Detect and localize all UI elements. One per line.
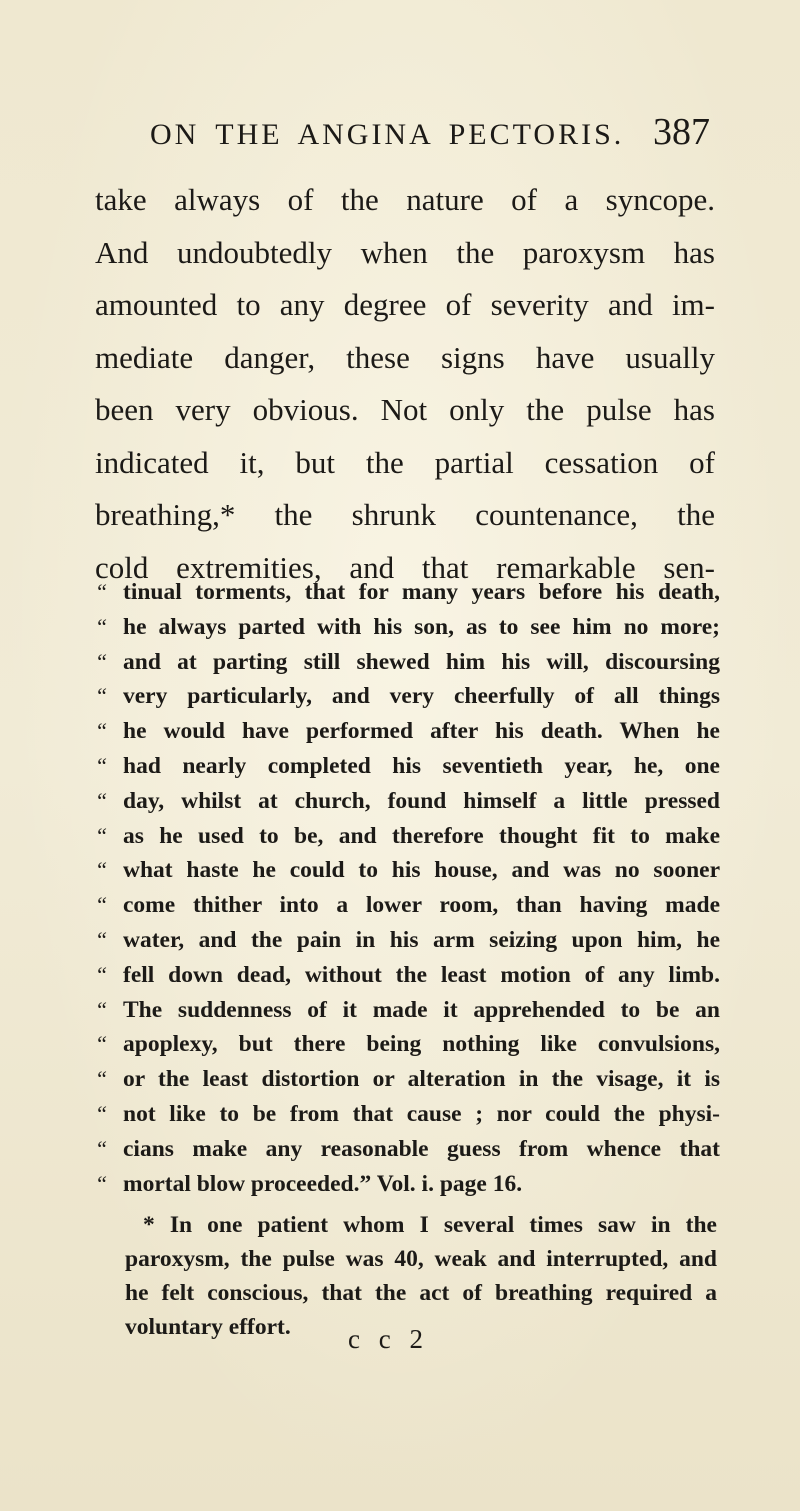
quote-mark: “ [95, 1066, 108, 1092]
quote-line [95, 853, 720, 888]
quote-line [95, 1097, 720, 1132]
quote-mark: “ [95, 648, 108, 674]
quote-mark: “ [95, 961, 108, 987]
quote-line [95, 575, 720, 610]
quote-text: come thither into a lower room, than having made [123, 892, 720, 919]
quote-line [95, 645, 720, 680]
quotation-block [95, 575, 720, 1201]
footnote-line: voluntary effort. [125, 1314, 291, 1340]
quote-text: what haste he could to his house, and was no sooner [123, 857, 720, 884]
quote-text: apoplexy, but there being nothing like convulsions, [123, 1031, 720, 1058]
quote-mark: “ [95, 752, 108, 778]
quote-text: very particularly, and very cheerfully of all things [123, 683, 720, 710]
quote-line [95, 784, 720, 819]
page-number: 387 [653, 111, 710, 153]
quote-text: cians make any reasonable guess from whence that [123, 1135, 720, 1162]
footnote-line: paroxysm, the pulse was 40, weak and interrupted, and [125, 1246, 717, 1272]
quote-mark: “ [95, 996, 108, 1022]
quote-line [95, 958, 720, 993]
quote-mark: “ [95, 787, 108, 813]
quote-text: fell down dead, without the least motion of any limb. [123, 961, 720, 988]
footnote-line: * In one patient whom I several times saw in the [143, 1212, 717, 1238]
text-line: mediate danger, these signs have usually [95, 339, 715, 375]
text-line: take always of the nature of a syncope. [95, 182, 715, 217]
body-paragraph [95, 174, 715, 594]
quote-text: mortal blow proceeded.” Vol. i. page 16. [123, 1170, 523, 1197]
text-line: indicated it, but the partial cessation of [95, 444, 715, 480]
quote-text: day, whilst at church, found himself a little pressed [123, 787, 720, 814]
quote-line [95, 993, 720, 1028]
quote-line [95, 1062, 720, 1097]
quote-text: had nearly completed his seventieth year, he, one [123, 752, 720, 779]
quote-text: tinual torments, that for many years before his death, [123, 579, 720, 605]
text-line: been very obvious. Not only the pulse has [95, 392, 715, 427]
quote-text: water, and the pain in his arm seizing upon him, he [123, 926, 720, 953]
page-header [150, 111, 710, 168]
quote-line [95, 749, 720, 784]
quote-text: The suddenness of it made it apprehended to be an [123, 996, 720, 1023]
signature-mark: c c 2 [348, 1324, 429, 1354]
quote-line [95, 610, 720, 645]
quote-line [95, 1132, 720, 1167]
quote-line [95, 1027, 720, 1062]
quote-text: he would have performed after his death. When he [123, 718, 720, 745]
quote-mark: “ [95, 579, 108, 604]
quote-line [95, 819, 720, 854]
text-line: amounted to any degree of severity and im- [95, 287, 715, 322]
quote-text: he always parted with his son, as to see him no more; [123, 613, 720, 640]
quote-mark: “ [95, 1170, 108, 1196]
text-line: cold extremities, and that remarkable sen- [95, 549, 715, 585]
quote-line [95, 1167, 720, 1202]
quote-mark: “ [95, 926, 108, 952]
quote-text: not like to be from that cause ; nor could the physi- [123, 1100, 720, 1127]
running-head: ON THE ANGINA PECTORIS. [150, 118, 625, 151]
quote-text: and at parting still shewed him his will, discoursing [123, 648, 720, 675]
quote-mark: “ [95, 683, 108, 709]
quote-text: or the least distortion or alteration in the visage, it is [123, 1066, 720, 1093]
text-line: breathing,* the shrunk countenance, the [95, 497, 715, 532]
quote-mark: “ [95, 613, 108, 639]
text-line: And undoubtedly when the paroxysm has [95, 234, 715, 270]
quote-line [95, 923, 720, 958]
footnote-line: he felt conscious, that the act of breathing required a [125, 1280, 717, 1306]
quote-line [95, 679, 720, 714]
quote-mark: “ [95, 1100, 108, 1126]
quote-mark: “ [95, 857, 108, 883]
quote-line [95, 714, 720, 749]
quote-mark: “ [95, 892, 108, 918]
quote-mark: “ [95, 718, 108, 744]
quote-mark: “ [95, 1135, 108, 1161]
quote-mark: “ [95, 1031, 108, 1057]
quote-text: as he used to be, and therefore thought fit to make [123, 822, 720, 849]
quote-line [95, 888, 720, 923]
quote-mark: “ [95, 822, 108, 848]
